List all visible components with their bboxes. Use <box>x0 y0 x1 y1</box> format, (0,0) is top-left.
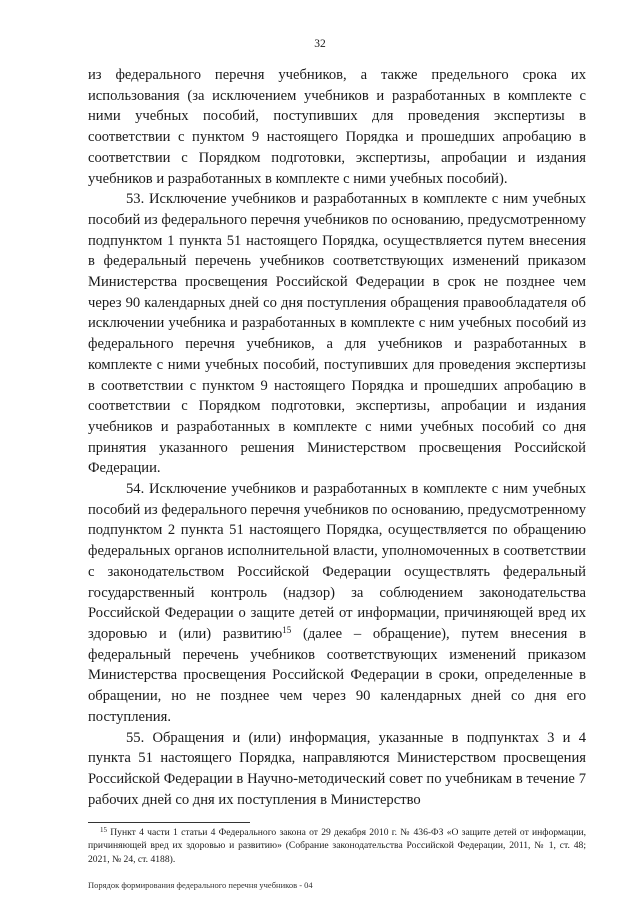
paragraph-54 <box>88 479 586 727</box>
document-footer: Порядок формирования федерального перечня учебников - 04 <box>88 880 313 890</box>
paragraph-55: 55. Обращения и (или) информация, указанные в подпунктах 3 и 4 пункта 51 настоящего Порядка, направляются Министерством просвещения Российской Федерации в Научно-методический совет по учебникам в течение 7 рабочих дней со дня их поступления в Министерство <box>88 729 586 808</box>
footnote <box>88 826 586 866</box>
paragraph-continuation: из федерального перечня учебников, а также предельного срока их использования (за исключением учебников и разработанных в комплекте с ними учебных пособий, поступивших для проведения экспертизы в соответствии с пунктом 9 настоящего Порядка и прошедших апробацию в соответствии с Порядком подготовки, экспертизы, апробации и издания учебников и разработанных в комплекте с ними учебных пособий). <box>88 67 586 187</box>
body-text <box>88 65 586 810</box>
page-number: 32 <box>314 38 326 50</box>
paragraph-53: 53. Исключение учебников и разработанных в комплекте с ним учебных пособий из федерального перечня учебников по основанию, предусмотренному подпунктом 1 пункта 51 настоящего Порядка, осуществляется путем внесения в федеральный перечень учебников соответствующих изменений приказом Министерства просвещения Российской Федерации в срок не позднее чем через 90 календарных дней со дня поступления обращения правообладателя об исключении учебника и разработанных в комплекте с ним учебных пособий из федерального перечня учебников, а для учебников и разработанных в комплекте с ними учебных пособий, поступивших для проведения экспертизы в соответствии с пунктом 9 настоящего Порядка и прошедших апробацию в соответствии с Порядком подготовки, экспертизы, апробации и издания учебников и разработанных в комплекте с ними учебных пособий со дня принятия указанного решения Министерством просвещения Российской Федерации. <box>88 191 586 477</box>
footnote-reference[interactable]: 15 <box>282 624 292 635</box>
footnote-divider <box>88 822 250 823</box>
footnote-text: Пункт 4 части 1 статьи 4 Федерального закона от 29 декабря 2010 г. № 436-ФЗ «О защите детей от информации, причиняющей вред их здоровью и развитию» (Собрание законодательства Российской Федерации, 2011, № 1, ст. 48; 2021, № 24, ст. 4188). <box>88 827 586 865</box>
paragraph-54-text-rest: (далее – обращение), путем внесения в федеральный перечень учебников соответствующих изменений приказом Министерства просвещения Российской Федерации в сроки, определенные в обращении, но не позднее чем через 90 календарных дней со дня его поступления. <box>88 625 586 725</box>
footnote-number: 15 <box>100 826 107 834</box>
paragraph-54-text: 54. Исключение учебников и разработанных в комплекте с ним учебных пособий из федерального перечня учебников по основанию, предусмотренному подпунктом 2 пункта 51 настоящего Порядка, осуществляется по обращению федеральных органов исполнительной власти, уполномоченных в соответствии с законодательством Российской Федерации осуществлять федеральный государственный контроль (надзор) за соблюдением законодательства Российской Федерации о защите детей от информации, причиняющей вред их здоровью и (или) развитию <box>88 481 586 642</box>
